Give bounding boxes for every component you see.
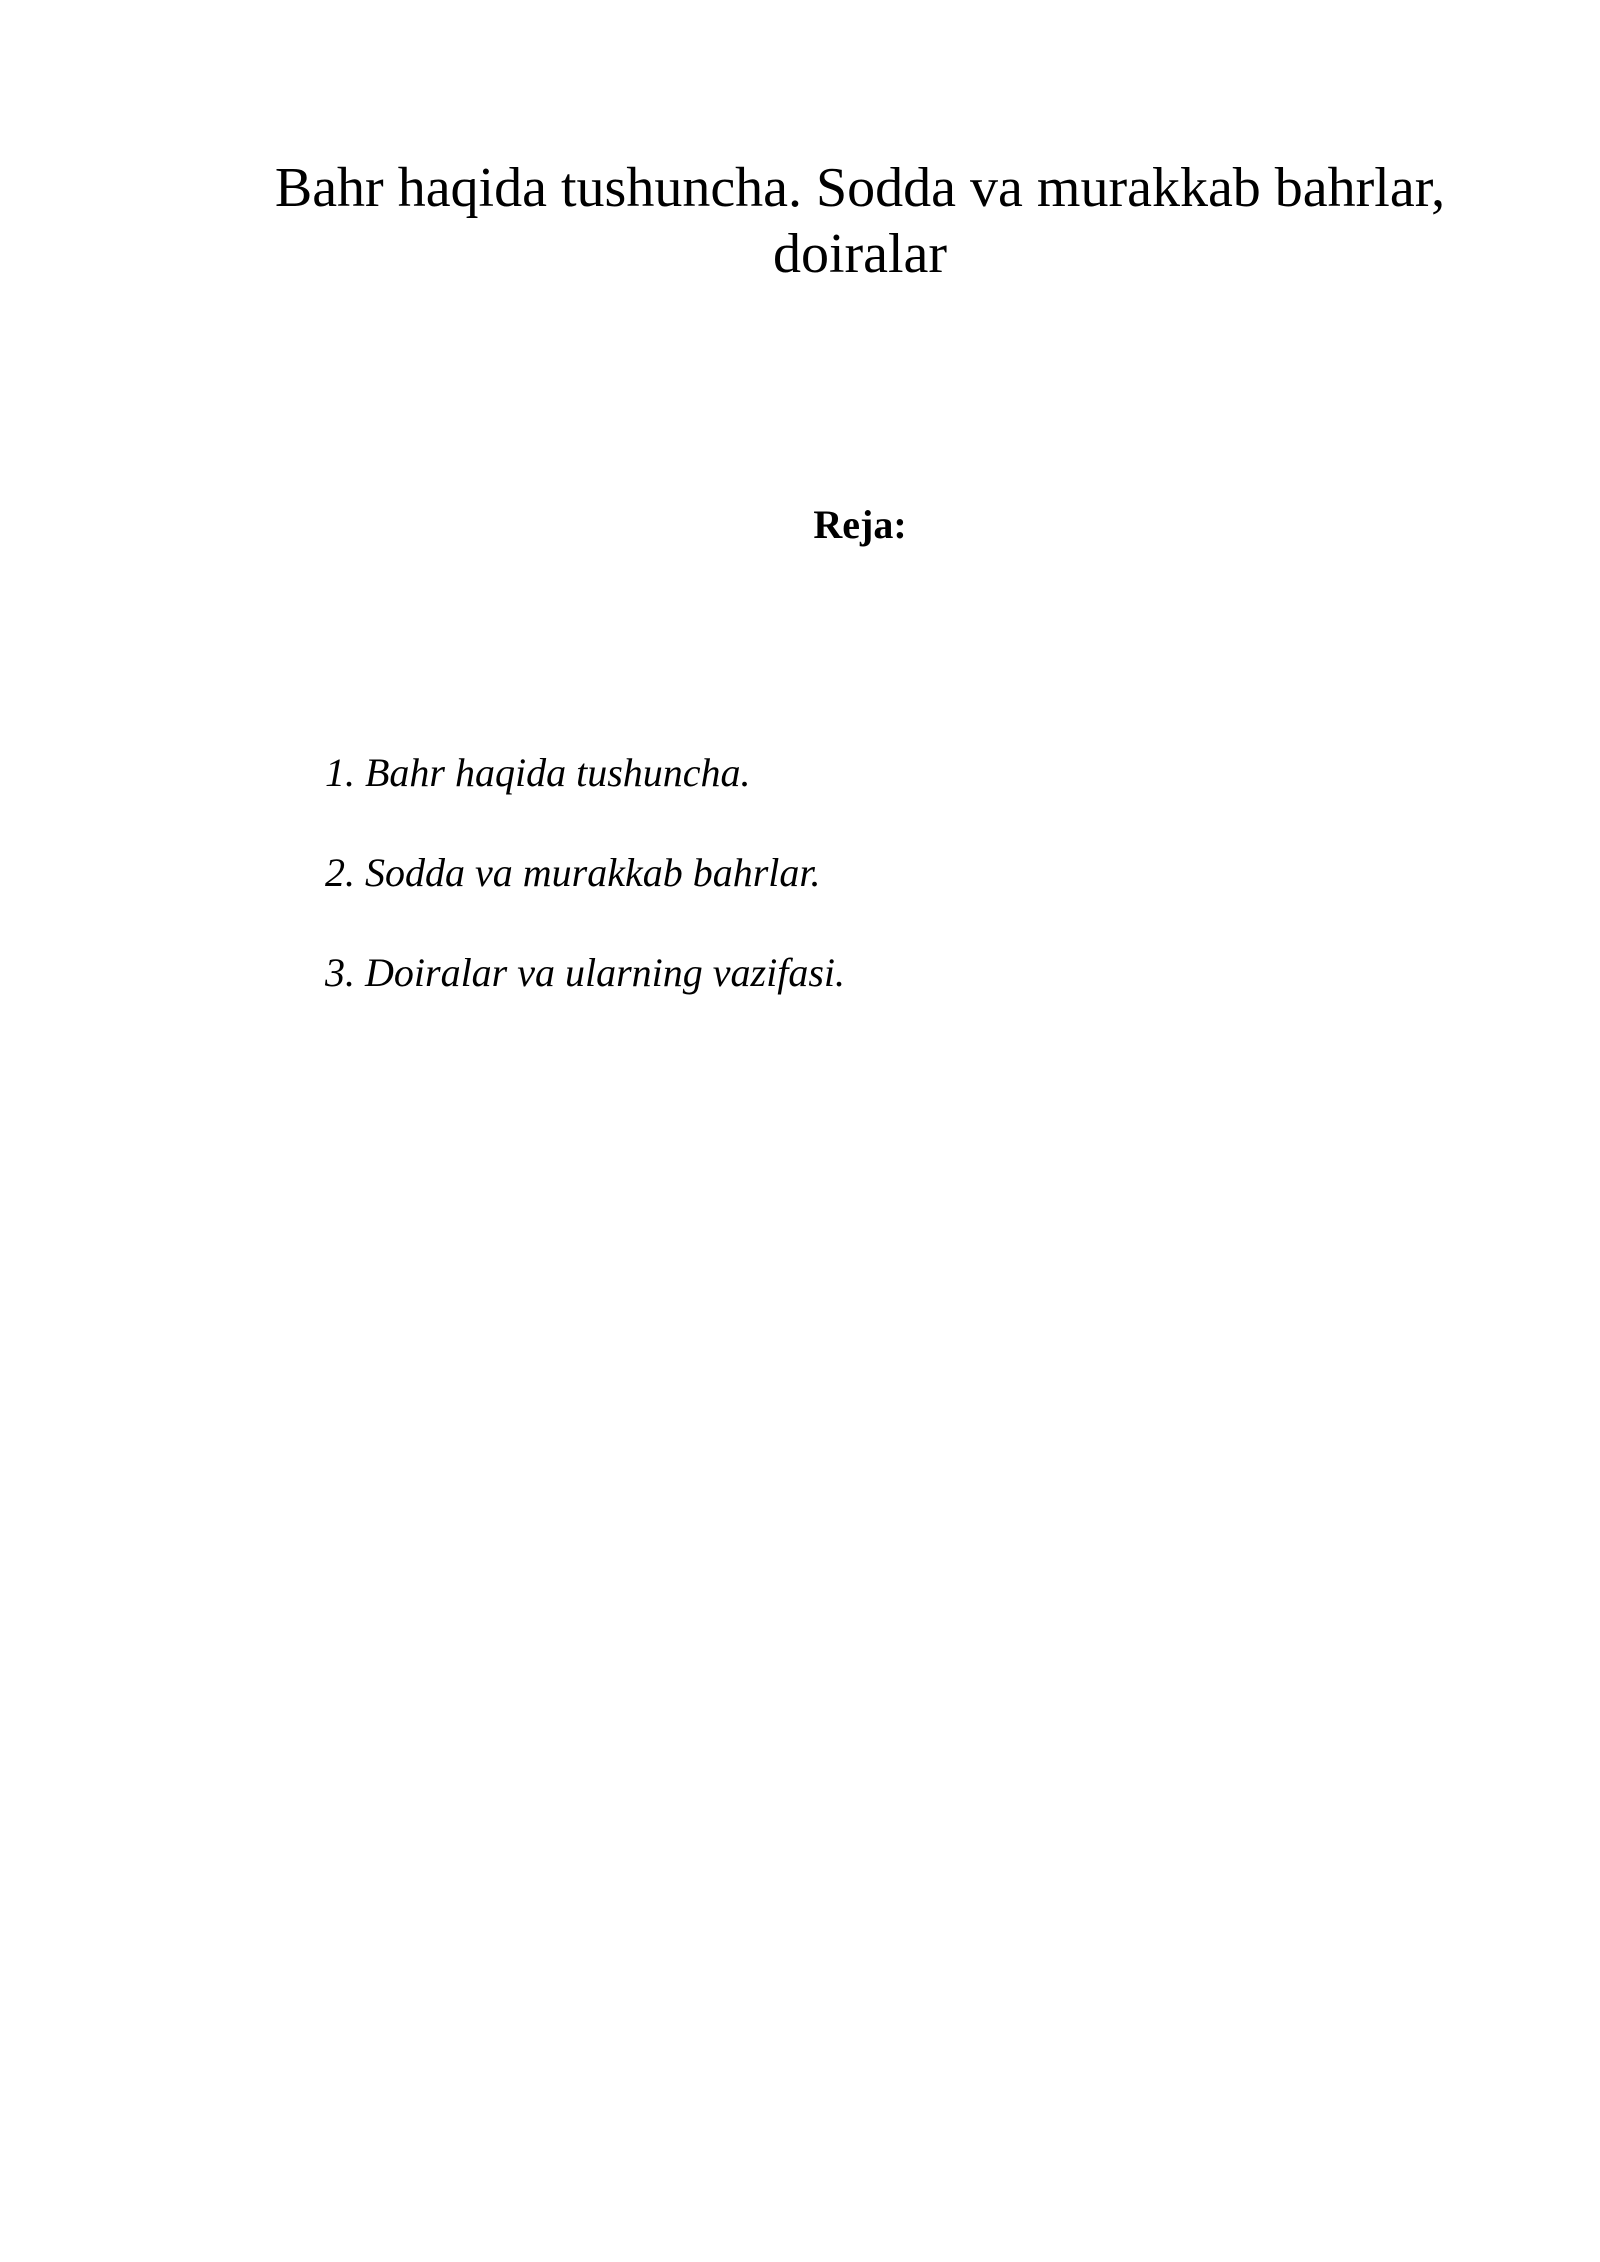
plan-item-2: 2. Sodda va murakkab bahrlar.: [325, 850, 821, 895]
plan-heading: Reja:: [813, 502, 907, 547]
plan-item-1: 1. Bahr haqida tushuncha.: [325, 750, 751, 795]
plan-list: [325, 748, 845, 1048]
title-line-2: doiralar: [772, 223, 948, 285]
page-title: [200, 155, 1520, 287]
title-line-1: Bahr haqida tushuncha. Sodda va murakkab bahrlar,: [274, 157, 1446, 219]
plan-item-3: 3. Doiralar va ularning vazifasi.: [325, 950, 846, 995]
